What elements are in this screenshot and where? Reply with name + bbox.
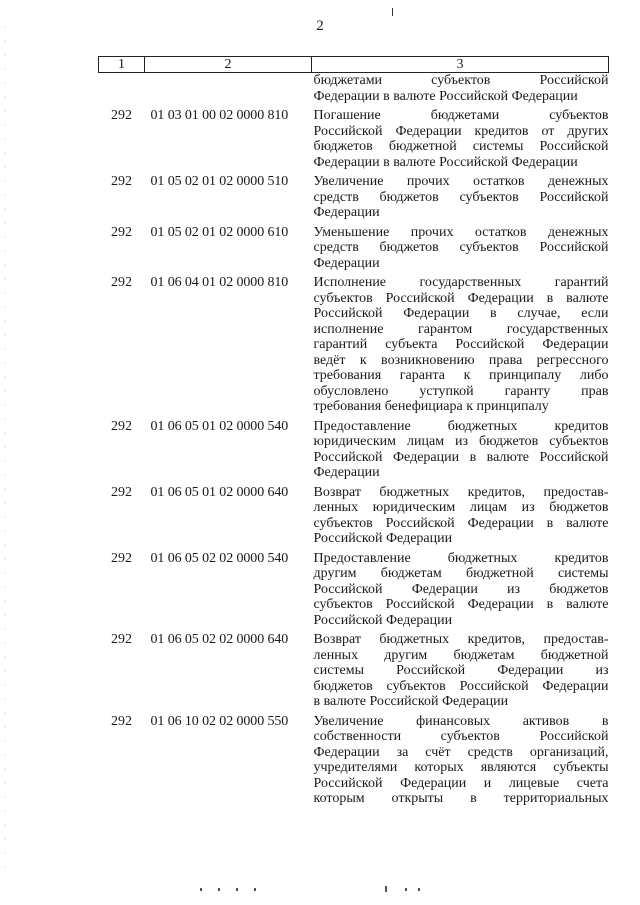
description-line: Возврат бюджетных кредитов, предостав- [313,632,609,647]
description-cell [312,225,609,276]
budget-code-cell [145,73,312,109]
table-row [99,419,609,485]
description-line: ленных другим бюджетам бюджетной [313,647,609,663]
description-line: другим бюджетам бюджетной системы [313,566,609,581]
page-number: 2 [316,18,324,34]
admin-code-cell: 292 [111,550,132,566]
table-row [99,551,609,633]
table-row [99,275,609,419]
description-cell [312,174,609,225]
admin-code-cell: 292 [111,418,132,434]
description-line: бюджетами субъектов Российской [313,73,609,88]
table-body [99,73,609,811]
header-col-3: 3 [312,57,609,73]
scan-margin-dots [4,20,6,880]
description-cell [312,108,609,174]
table-row [99,108,609,174]
description-cell [312,419,609,485]
description-line: Российской Федерации [313,531,453,546]
budget-code-cell: 01 06 05 02 02 0000 640 [150,632,289,647]
budget-code-cell: 01 03 01 00 02 0000 810 [150,108,289,123]
description-line: Предоставление бюджетных кредитов [313,550,609,566]
description-line: Увеличение финансовых активов в [313,713,609,729]
admin-code-cell: 292 [111,275,132,290]
scan-marks-bottom [200,888,440,894]
description-cell [312,714,609,811]
budget-code-cell: 01 06 05 01 02 0000 540 [150,418,289,434]
description-line: ведёт к возникновению права регрессного [313,352,609,368]
description-line: Федерации [313,255,380,271]
table-row [99,632,609,714]
admin-code-cell: 292 [111,713,132,729]
admin-code-cell: 292 [111,224,132,240]
description-line: Российской Федерации и лицевые счета [313,775,609,791]
description-line: средств бюджетов субъектов Российской [313,240,609,255]
budget-code-cell: 01 05 02 01 02 0000 610 [150,224,289,240]
description-line: Федерации за счёт средств организаций, [313,744,609,760]
description-line: которым открыты в территориальных [313,791,609,806]
description-line: Возврат бюджетных кредитов, предостав- [313,484,609,500]
header-col-2: 2 [145,57,312,73]
table-row [99,485,609,551]
description-line: требования бенефициара к принципалу [313,399,549,414]
admin-code-cell: 292 [111,108,132,123]
description-line: Российской Федерации в валюте Российской [313,449,609,465]
description-line: Российской Федерации [313,612,453,628]
table-row [99,174,609,225]
admin-code-cell: 292 [111,174,132,189]
description-line: Федерации в валюте Российской Федерации [313,154,578,170]
budget-code-cell: 01 06 04 01 02 0000 810 [150,275,289,290]
table-header [99,57,609,73]
description-line: Федерации [313,205,380,220]
description-line: субъектов Российской Федерации в валюте [313,515,609,531]
description-line: Погашение бюджетами субъектов [313,108,609,123]
description-line: Российской Федерации кредитов от других [313,123,609,139]
budget-code-cell: 01 06 05 01 02 0000 640 [150,484,289,500]
budget-code-cell: 01 05 02 01 02 0000 510 [150,174,289,189]
header-col-1: 1 [99,57,145,73]
description-line: Федерации [313,465,380,480]
description-line: бюджетов субъектов Российской Федерации [313,678,609,694]
description-line: бюджетов бюджетной системы Российской [313,139,609,154]
description-line: обусловлено уступкой гаранту прав [313,383,609,399]
description-line: Российской Федерации из бюджетов [313,581,609,597]
description-cell [312,73,609,109]
description-line: юридическим лицам из бюджетов субъектов [313,434,609,449]
admin-code-cell: 292 [111,484,132,500]
description-line: Федерации в валюте Российской Федерации [313,88,578,104]
description-line: ленных юридическим лицам из бюджетов [313,500,609,515]
scan-mark-top [392,8,393,16]
description-line: исполнение гарантом государственных [313,321,609,337]
admin-code-cell [99,73,145,109]
table-row [99,225,609,276]
description-cell [312,632,609,714]
description-line: учредителями которых являются субъекты [313,760,609,775]
description-line: Предоставление бюджетных кредитов [313,418,609,434]
description-cell [312,485,609,551]
description-line: требования гаранта к принципалу либо [313,368,609,383]
table-row [99,73,609,109]
description-cell [312,275,609,419]
description-line: Увеличение прочих остатков денежных [313,174,609,189]
description-line: системы Российской Федерации из [313,663,609,678]
description-line: Исполнение государственных гарантий [313,275,609,290]
description-line: субъектов Российской Федерации в валюте [313,597,609,612]
description-cell [312,551,609,633]
description-line: средств бюджетов субъектов Российской [313,189,609,205]
description-line: гарантий субъекта Российской Федерации [313,337,609,352]
budget-code-cell: 01 06 10 02 02 0000 550 [150,713,289,729]
description-line: Российской Федерации в случае, если [313,306,609,321]
description-line: Уменьшение прочих остатков денежных [313,224,609,240]
table-row [99,714,609,811]
description-line: в валюте Российской Федерации [313,694,509,709]
code-table [98,56,609,811]
description-line: субъектов Российской Федерации в валюте [313,290,609,306]
admin-code-cell: 292 [111,632,132,647]
budget-code-cell: 01 06 05 02 02 0000 540 [150,550,289,566]
description-line: собственности субъектов Российской [313,729,609,744]
